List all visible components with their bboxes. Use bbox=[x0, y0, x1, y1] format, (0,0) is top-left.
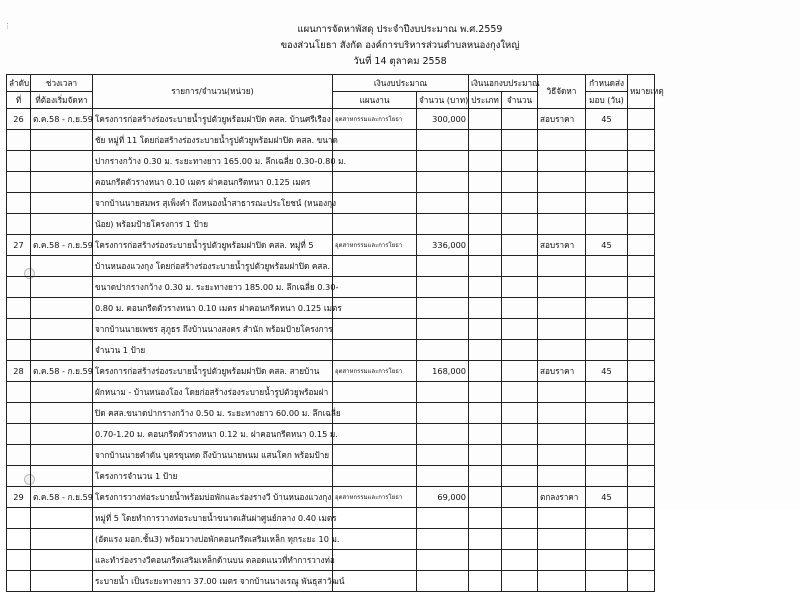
row-plan: อุตสาหกรรมและการโยธา bbox=[333, 109, 417, 130]
row-amount bbox=[417, 193, 469, 214]
row-period bbox=[31, 214, 93, 235]
table-row bbox=[7, 487, 655, 508]
row-note bbox=[628, 424, 655, 445]
row-note bbox=[628, 235, 655, 256]
row-method bbox=[538, 571, 586, 592]
row-amount bbox=[417, 424, 469, 445]
row-delivery-days: 45 bbox=[586, 487, 628, 508]
row-period bbox=[31, 382, 93, 403]
row-amount bbox=[417, 445, 469, 466]
table-row bbox=[7, 109, 655, 130]
row-period bbox=[31, 445, 93, 466]
col-budget: เงินงบประมาณ bbox=[333, 75, 469, 92]
table-row bbox=[7, 571, 655, 592]
row-description-line: จากบ้านนายเพชร สุภูธร ถึงบ้านนางสงคร สำนัก พร้อมป้ายโครงการ bbox=[93, 319, 333, 340]
row-extra-type bbox=[469, 529, 502, 550]
row-description-line: ชัย หมู่ที่ 11 โดยก่อสร้างร่องระบายน้ำรูปตัวยูพร้อมฝาปิด คสล. ขนาด bbox=[93, 130, 333, 151]
row-amount bbox=[417, 277, 469, 298]
row-amount bbox=[417, 571, 469, 592]
row-extra-type bbox=[469, 508, 502, 529]
row-delivery-days bbox=[586, 424, 628, 445]
row-plan: อุตสาหกรรมและการโยธา bbox=[333, 361, 417, 382]
row-extra-type bbox=[469, 445, 502, 466]
col-delivery-b: มอบ (วัน) bbox=[586, 92, 628, 109]
row-description-line: โครงการจำนวน 1 ป้าย bbox=[93, 466, 333, 487]
row-plan bbox=[333, 403, 417, 424]
row-method bbox=[538, 403, 586, 424]
row-amount bbox=[417, 319, 469, 340]
table-row bbox=[7, 529, 655, 550]
row-amount bbox=[417, 151, 469, 172]
row-plan bbox=[333, 424, 417, 445]
row-delivery-days bbox=[586, 466, 628, 487]
row-delivery-days: 45 bbox=[586, 109, 628, 130]
procurement-table bbox=[6, 74, 664, 592]
row-description-line: (อัดแรง มอก.ชั้น3) พร้อมวางบ่อพักคอนกรีตเสริมเหล็ก ทุกระยะ 10 ม. bbox=[93, 529, 333, 550]
row-delivery-days: 45 bbox=[586, 361, 628, 382]
col-seq-a: ลำดับ bbox=[7, 75, 31, 92]
row-delivery-days bbox=[586, 151, 628, 172]
table-row bbox=[7, 319, 655, 340]
row-amount: 300,000 bbox=[417, 109, 469, 130]
row-seq bbox=[7, 214, 31, 235]
row-delivery-days bbox=[586, 130, 628, 151]
row-description-line: ระบายน้ำ เป็นระยะทางยาว 37.00 เมตร จากบ้านนางเรณู พันธุสาวัฒน์ bbox=[93, 571, 333, 592]
row-period bbox=[31, 571, 93, 592]
table-row bbox=[7, 298, 655, 319]
row-method bbox=[538, 445, 586, 466]
row-period bbox=[31, 319, 93, 340]
row-plan bbox=[333, 277, 417, 298]
row-method: สอบราคา bbox=[538, 109, 586, 130]
row-delivery-days bbox=[586, 172, 628, 193]
row-period bbox=[31, 529, 93, 550]
row-method: สอบราคา bbox=[538, 361, 586, 382]
row-description-line: ปากรางกว้าง 0.30 ม. ระยะทางยาว 165.00 ม. ลึกเฉลี่ย 0.30-0.80 ม. bbox=[93, 151, 333, 172]
row-description-line: โครงการก่อสร้างร่องระบายน้ำรูปตัวยูพร้อมฝาปิด คสล. สายบ้าน bbox=[93, 361, 333, 382]
row-amount bbox=[417, 340, 469, 361]
row-extra-type bbox=[469, 340, 502, 361]
row-period bbox=[31, 277, 93, 298]
row-period: ต.ค.58 - ก.ย.59 bbox=[31, 361, 93, 382]
row-amount bbox=[417, 466, 469, 487]
row-description-line: ปิด คสล.ขนาดปากรางกว้าง 0.50 ม. ระยะทางยาว 60.00 ม. ลึกเฉลี่ย bbox=[93, 403, 333, 424]
row-method bbox=[538, 382, 586, 403]
row-seq: 26 bbox=[7, 109, 31, 130]
row-extra-type bbox=[469, 550, 502, 571]
row-seq bbox=[7, 130, 31, 151]
row-seq bbox=[7, 403, 31, 424]
col-amount: จำนวน (บาท) bbox=[417, 92, 469, 109]
row-delivery-days bbox=[586, 214, 628, 235]
row-extra-type bbox=[469, 193, 502, 214]
row-description-line: ผักหนาม - บ้านหนองโอง โดยก่อสร้างร่องระบายน้ำรูปตัวยูพร้อมฝา bbox=[93, 382, 333, 403]
table-row bbox=[7, 151, 655, 172]
row-note bbox=[628, 151, 655, 172]
row-method bbox=[538, 529, 586, 550]
row-delivery-days bbox=[586, 340, 628, 361]
row-seq bbox=[7, 193, 31, 214]
row-amount bbox=[417, 298, 469, 319]
row-extra-type bbox=[469, 298, 502, 319]
table-row bbox=[7, 235, 655, 256]
document-subtitle: ของส่วนโยธา สังกัด องค์การบริหารส่วนตำบลหนองกุงใหญ่ bbox=[280, 40, 520, 51]
row-period bbox=[31, 298, 93, 319]
row-extra-type bbox=[469, 214, 502, 235]
table-row bbox=[7, 214, 655, 235]
row-description-line: จากบ้านนายสมพร สุเพ็งคำ ถึงหนองน้ำสาธารณะประโยชน์ (หนองกุง bbox=[93, 193, 333, 214]
row-period: ต.ค.58 - ก.ย.59 bbox=[31, 109, 93, 130]
col-item: รายการ/จำนวน(หน่วย) bbox=[93, 75, 333, 109]
row-method bbox=[538, 424, 586, 445]
row-method: ตกลงราคา bbox=[538, 487, 586, 508]
row-note bbox=[628, 550, 655, 571]
row-extra-type bbox=[469, 256, 502, 277]
row-extra-amount bbox=[502, 529, 538, 550]
row-delivery-days bbox=[586, 445, 628, 466]
row-method bbox=[538, 130, 586, 151]
row-method bbox=[538, 277, 586, 298]
col-seq-b: ที่ bbox=[7, 92, 31, 109]
row-seq bbox=[7, 445, 31, 466]
table-row bbox=[7, 550, 655, 571]
table-row bbox=[7, 508, 655, 529]
row-plan bbox=[333, 445, 417, 466]
row-seq bbox=[7, 382, 31, 403]
row-note bbox=[628, 508, 655, 529]
row-period bbox=[31, 193, 93, 214]
row-note bbox=[628, 571, 655, 592]
row-plan bbox=[333, 466, 417, 487]
table-row bbox=[7, 277, 655, 298]
table-row bbox=[7, 382, 655, 403]
row-description-line: โครงการก่อสร้างร่องระบายน้ำรูปตัวยูพร้อมฝาปิด คสล. หมู่ที่ 5 bbox=[93, 235, 333, 256]
table-row bbox=[7, 256, 655, 277]
row-note bbox=[628, 193, 655, 214]
row-amount bbox=[417, 403, 469, 424]
row-method bbox=[538, 298, 586, 319]
row-amount bbox=[417, 130, 469, 151]
row-description-line: โครงการก่อสร้างร่องระบายน้ำรูปตัวยูพร้อมฝาปิด คสล. บ้านศรีเรือง bbox=[93, 109, 333, 130]
row-description-line: น้อย) พร้อมป้ายโครงการ 1 ป้าย bbox=[93, 214, 333, 235]
row-delivery-days bbox=[586, 529, 628, 550]
row-plan bbox=[333, 130, 417, 151]
row-period: ต.ค.58 - ก.ย.59 bbox=[31, 235, 93, 256]
row-period bbox=[31, 151, 93, 172]
row-extra-type bbox=[469, 130, 502, 151]
handwritten-mark: ⋮ bbox=[4, 22, 11, 30]
row-note bbox=[628, 214, 655, 235]
row-delivery-days bbox=[586, 508, 628, 529]
row-method bbox=[538, 466, 586, 487]
row-method bbox=[538, 508, 586, 529]
row-amount: 168,000 bbox=[417, 361, 469, 382]
table-row bbox=[7, 340, 655, 361]
table-row bbox=[7, 445, 655, 466]
row-seq bbox=[7, 508, 31, 529]
row-delivery-days: 45 bbox=[586, 235, 628, 256]
row-extra-amount bbox=[502, 172, 538, 193]
row-plan bbox=[333, 256, 417, 277]
row-plan bbox=[333, 172, 417, 193]
row-extra-type bbox=[469, 466, 502, 487]
row-plan bbox=[333, 298, 417, 319]
row-extra-amount bbox=[502, 361, 538, 382]
row-plan bbox=[333, 214, 417, 235]
row-delivery-days bbox=[586, 382, 628, 403]
row-description-line: คอนกรีตตัวรางหนา 0.10 เมตร ฝาคอนกรีตหนา 0.125 เมตร bbox=[93, 172, 333, 193]
row-seq bbox=[7, 340, 31, 361]
row-period bbox=[31, 340, 93, 361]
row-plan bbox=[333, 550, 417, 571]
row-extra-type bbox=[469, 235, 502, 256]
row-extra-amount bbox=[502, 214, 538, 235]
row-method bbox=[538, 550, 586, 571]
row-extra-type bbox=[469, 424, 502, 445]
table-row bbox=[7, 403, 655, 424]
row-amount: 69,000 bbox=[417, 487, 469, 508]
row-plan bbox=[333, 193, 417, 214]
table-row bbox=[7, 193, 655, 214]
row-seq: 27 bbox=[7, 235, 31, 256]
row-period bbox=[31, 130, 93, 151]
row-extra-type bbox=[469, 172, 502, 193]
row-plan: อุตสาหกรรมและการโยธา bbox=[333, 487, 417, 508]
row-extra-type bbox=[469, 403, 502, 424]
row-description-line: บ้านหนองแวงกุง โดยก่อสร้างร่องระบายน้ำรูปตัวยูพร้อมฝาปิด คสล. bbox=[93, 256, 333, 277]
row-note bbox=[628, 361, 655, 382]
row-extra-type bbox=[469, 361, 502, 382]
row-seq bbox=[7, 319, 31, 340]
row-seq bbox=[7, 550, 31, 571]
row-period bbox=[31, 403, 93, 424]
row-delivery-days bbox=[586, 298, 628, 319]
row-period bbox=[31, 256, 93, 277]
row-delivery-days bbox=[586, 571, 628, 592]
row-delivery-days bbox=[586, 193, 628, 214]
row-seq bbox=[7, 172, 31, 193]
row-extra-amount bbox=[502, 403, 538, 424]
row-extra-amount bbox=[502, 151, 538, 172]
table-row bbox=[7, 466, 655, 487]
document-title: แผนการจัดหาพัสดุ ประจำปีงบประมาณ พ.ศ.2559 bbox=[297, 24, 503, 35]
row-period bbox=[31, 424, 93, 445]
row-description-line: โครงการวางท่อระบายน้ำพร้อมบ่อพักและร่องรางวี บ้านหนองแวงกุง bbox=[93, 487, 333, 508]
row-extra-type bbox=[469, 571, 502, 592]
row-note bbox=[628, 445, 655, 466]
row-amount: 336,000 bbox=[417, 235, 469, 256]
row-method bbox=[538, 340, 586, 361]
row-plan bbox=[333, 571, 417, 592]
row-plan bbox=[333, 508, 417, 529]
row-note bbox=[628, 172, 655, 193]
row-period bbox=[31, 466, 93, 487]
row-note bbox=[628, 298, 655, 319]
row-seq bbox=[7, 256, 31, 277]
row-method: สอบราคา bbox=[538, 235, 586, 256]
row-description-line: ขนาดปากรางกว้าง 0.30 ม. ระยะทางยาว 185.00 ม. ลึกเฉลี่ย 0.30- bbox=[93, 277, 333, 298]
col-delivery-a: กำหนดส่ง bbox=[586, 75, 628, 92]
table-row bbox=[7, 361, 655, 382]
row-extra-type bbox=[469, 151, 502, 172]
col-type: ประเภท bbox=[469, 92, 502, 109]
col-period-a: ช่วงเวลา bbox=[31, 75, 93, 92]
col-extra-budget: เงินนอกงบประมาณ bbox=[469, 75, 538, 92]
row-amount bbox=[417, 508, 469, 529]
row-method bbox=[538, 193, 586, 214]
row-delivery-days bbox=[586, 550, 628, 571]
row-description-line: หมู่ที่ 5 โดยทำการวางท่อระบายน้ำขนาดเส้นผ่าศูนย์กลาง 0.40 เมตร bbox=[93, 508, 333, 529]
col-extra-amount: จำนวน bbox=[502, 92, 538, 109]
row-note bbox=[628, 340, 655, 361]
row-seq bbox=[7, 298, 31, 319]
row-note bbox=[628, 319, 655, 340]
row-description-line: จำนวน 1 ป้าย bbox=[93, 340, 333, 361]
row-extra-amount bbox=[502, 130, 538, 151]
row-period: ต.ค.58 - ก.ย.59 bbox=[31, 487, 93, 508]
col-method: วิธีจัดหา bbox=[538, 75, 586, 109]
row-extra-amount bbox=[502, 319, 538, 340]
row-extra-amount bbox=[502, 235, 538, 256]
row-seq bbox=[7, 424, 31, 445]
row-extra-amount bbox=[502, 508, 538, 529]
row-note bbox=[628, 130, 655, 151]
row-method bbox=[538, 214, 586, 235]
row-note bbox=[628, 256, 655, 277]
row-extra-amount bbox=[502, 109, 538, 130]
row-plan bbox=[333, 319, 417, 340]
row-extra-type bbox=[469, 319, 502, 340]
row-extra-type bbox=[469, 109, 502, 130]
row-description-line: 0.70-1.20 ม. คอนกรีตตัวรางหนา 0.12 ม. ฝาคอนกรีตหนา 0.15 ม. bbox=[93, 424, 333, 445]
row-note bbox=[628, 487, 655, 508]
col-plan: แผนงาน bbox=[333, 92, 417, 109]
row-amount bbox=[417, 172, 469, 193]
row-period bbox=[31, 172, 93, 193]
row-seq bbox=[7, 151, 31, 172]
row-delivery-days bbox=[586, 256, 628, 277]
row-extra-amount bbox=[502, 466, 538, 487]
row-seq: 28 bbox=[7, 361, 31, 382]
col-period-b: ที่ต้องเริ่มจัดหา bbox=[31, 92, 93, 109]
row-amount bbox=[417, 256, 469, 277]
row-description-line: จากบ้านนายคำดัน บุตรขุนทด ถึงบ้านนายพนม แสนโคก พร้อมป้าย bbox=[93, 445, 333, 466]
row-extra-amount bbox=[502, 445, 538, 466]
row-plan bbox=[333, 340, 417, 361]
row-amount bbox=[417, 214, 469, 235]
table-row bbox=[7, 130, 655, 151]
row-extra-type bbox=[469, 382, 502, 403]
row-method bbox=[538, 172, 586, 193]
row-description-line: 0.80 ม. คอนกรีตตัวรางหนา 0.10 เมตร ฝาคอนกรีตหนา 0.125 เมตร bbox=[93, 298, 333, 319]
row-seq bbox=[7, 529, 31, 550]
row-extra-amount bbox=[502, 193, 538, 214]
row-plan bbox=[333, 529, 417, 550]
row-extra-amount bbox=[502, 382, 538, 403]
row-plan: อุตสาหกรรมและการโยธา bbox=[333, 235, 417, 256]
table-row bbox=[7, 172, 655, 193]
row-method bbox=[538, 256, 586, 277]
row-amount bbox=[417, 529, 469, 550]
row-extra-type bbox=[469, 277, 502, 298]
row-description-line: และทำร่องรางวีคอนกรีตเสริมเหล็กด้านบน ตลอดแนวที่ทำการวางท่อ bbox=[93, 550, 333, 571]
table-row bbox=[7, 424, 655, 445]
row-delivery-days bbox=[586, 403, 628, 424]
row-extra-amount bbox=[502, 277, 538, 298]
row-extra-amount bbox=[502, 487, 538, 508]
row-period bbox=[31, 550, 93, 571]
row-extra-type bbox=[469, 487, 502, 508]
row-note bbox=[628, 382, 655, 403]
row-note bbox=[628, 109, 655, 130]
row-extra-amount bbox=[502, 256, 538, 277]
row-delivery-days bbox=[586, 319, 628, 340]
row-extra-amount bbox=[502, 550, 538, 571]
row-period bbox=[31, 508, 93, 529]
row-extra-amount bbox=[502, 340, 538, 361]
row-extra-amount bbox=[502, 571, 538, 592]
row-seq bbox=[7, 277, 31, 298]
row-amount bbox=[417, 382, 469, 403]
row-extra-amount bbox=[502, 298, 538, 319]
document-date: วันที่ 14 ตุลาคม 2558 bbox=[353, 56, 447, 67]
row-method bbox=[538, 151, 586, 172]
row-note bbox=[628, 403, 655, 424]
row-extra-amount bbox=[502, 424, 538, 445]
row-note bbox=[628, 466, 655, 487]
row-plan bbox=[333, 382, 417, 403]
procurement-rows bbox=[7, 109, 655, 592]
col-note: หมายเหตุ bbox=[628, 75, 655, 109]
row-seq bbox=[7, 571, 31, 592]
row-seq: 29 bbox=[7, 487, 31, 508]
row-note bbox=[628, 277, 655, 298]
row-amount bbox=[417, 550, 469, 571]
row-method bbox=[538, 319, 586, 340]
row-note bbox=[628, 529, 655, 550]
row-delivery-days bbox=[586, 277, 628, 298]
row-seq bbox=[7, 466, 31, 487]
